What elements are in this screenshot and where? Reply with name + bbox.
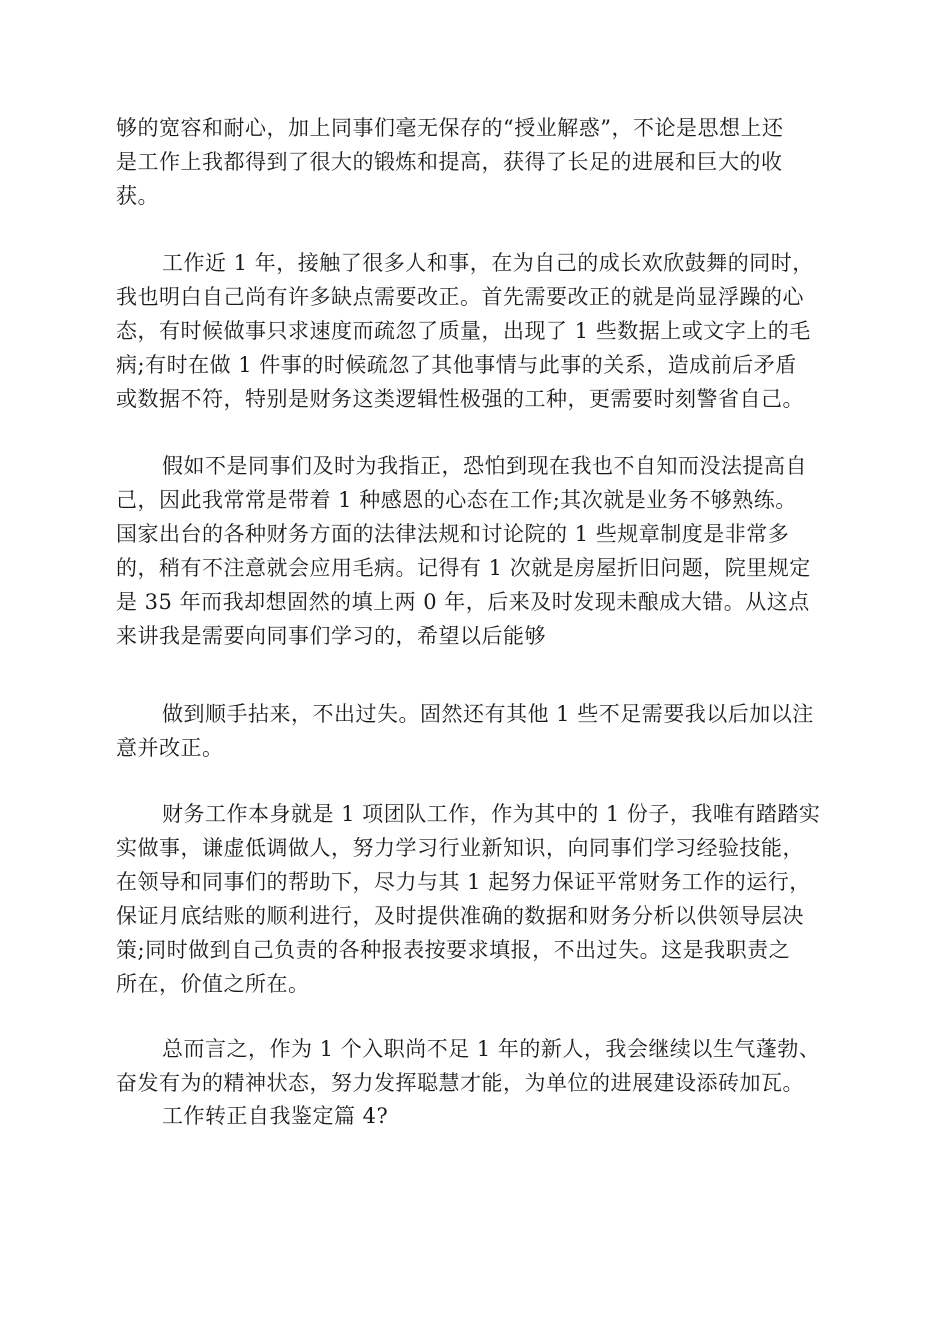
text-line: 意并改正。 xyxy=(116,736,224,760)
text-line: 病;有时在做 1 件事的时候疏忽了其他事情与此事的关系，造成前后矛盾 xyxy=(116,353,797,377)
text-line: 的，稍有不注意就会应用毛病。记得有 1 次就是房屋折旧问题，院里规定 xyxy=(116,556,811,580)
paragraph-1 xyxy=(116,111,836,213)
text-line: 够的宽容和耐心，加上同事们毫无保存的“授业解惑”，不论是思想上还 xyxy=(116,116,784,140)
text-line: 是工作上我都得到了很大的锻炼和提高，获得了长足的进展和巨大的收 xyxy=(116,150,783,174)
text-line: 工作近 1 年，接触了很多人和事，在为自己的成长欢欣鼓舞的同时， xyxy=(162,251,814,275)
text-line: 己，因此我常常是带着 1 种感恩的心态在工作;其次就是业务不够熟练。 xyxy=(116,488,797,512)
paragraph-2 xyxy=(116,246,836,416)
text-line: 是 35 年而我却想固然的填上两 0 年，后来及时发现未酿成大错。从这点 xyxy=(116,590,810,614)
text-line: 所在，价值之所在。 xyxy=(116,972,310,996)
text-line: 保证月底结账的顺利进行，及时提供准确的数据和财务分析以供领导层决 xyxy=(116,904,804,928)
text-line: 在领导和同事们的帮助下，尽力与其 1 起努力保证平常财务工作的运行， xyxy=(116,870,811,894)
text-line: 做到顺手拈来，不出过失。固然还有其他 1 些不足需要我以后加以注 xyxy=(162,702,814,726)
text-line: 奋发有为的精神状态，努力发挥聪慧才能，为单位的进展建设添砖加瓦。 xyxy=(116,1071,804,1095)
text-line: 来讲我是需要向同事们学习的，希望以后能够 xyxy=(116,624,546,648)
text-line: 财务工作本身就是 1 项团队工作，作为其中的 1 份子，我唯有踏踏实 xyxy=(162,802,821,826)
text-line: 我也明白自己尚有许多缺点需要改正。首先需要改正的就是尚显浮躁的心 xyxy=(116,285,804,309)
text-line: 假如不是同事们及时为我指正，恐怕到现在我也不自知而没法提高自 xyxy=(162,454,807,478)
text-line: 实做事，谦虚低调做人，努力学习行业新知识，向同事们学习经验技能， xyxy=(116,836,804,860)
text-line: 国家出台的各种财务方面的法律法规和讨论院的 1 些规章制度是非常多 xyxy=(116,522,790,546)
section-heading xyxy=(116,1099,836,1133)
paragraph-3 xyxy=(116,449,836,653)
paragraph-4 xyxy=(116,697,836,765)
text-line: 获。 xyxy=(116,184,159,208)
text-line: 或数据不符，特别是财务这类逻辑性极强的工种，更需要时刻警省自己。 xyxy=(116,387,804,411)
text-line: 策;同时做到自己负责的各种报表按要求填报，不出过失。这是我职责之 xyxy=(116,938,791,962)
paragraph-5 xyxy=(116,797,836,1001)
heading-text: 工作转正自我鉴定篇 4? xyxy=(162,1104,389,1128)
text-line: 态，有时候做事只求速度而疏忽了质量，出现了 1 些数据上或文字上的毛 xyxy=(116,319,811,343)
paragraph-6 xyxy=(116,1032,836,1100)
text-line: 总而言之，作为 1 个入职尚不足 1 年的新人，我会继续以生气蓬勃、 xyxy=(162,1037,821,1061)
